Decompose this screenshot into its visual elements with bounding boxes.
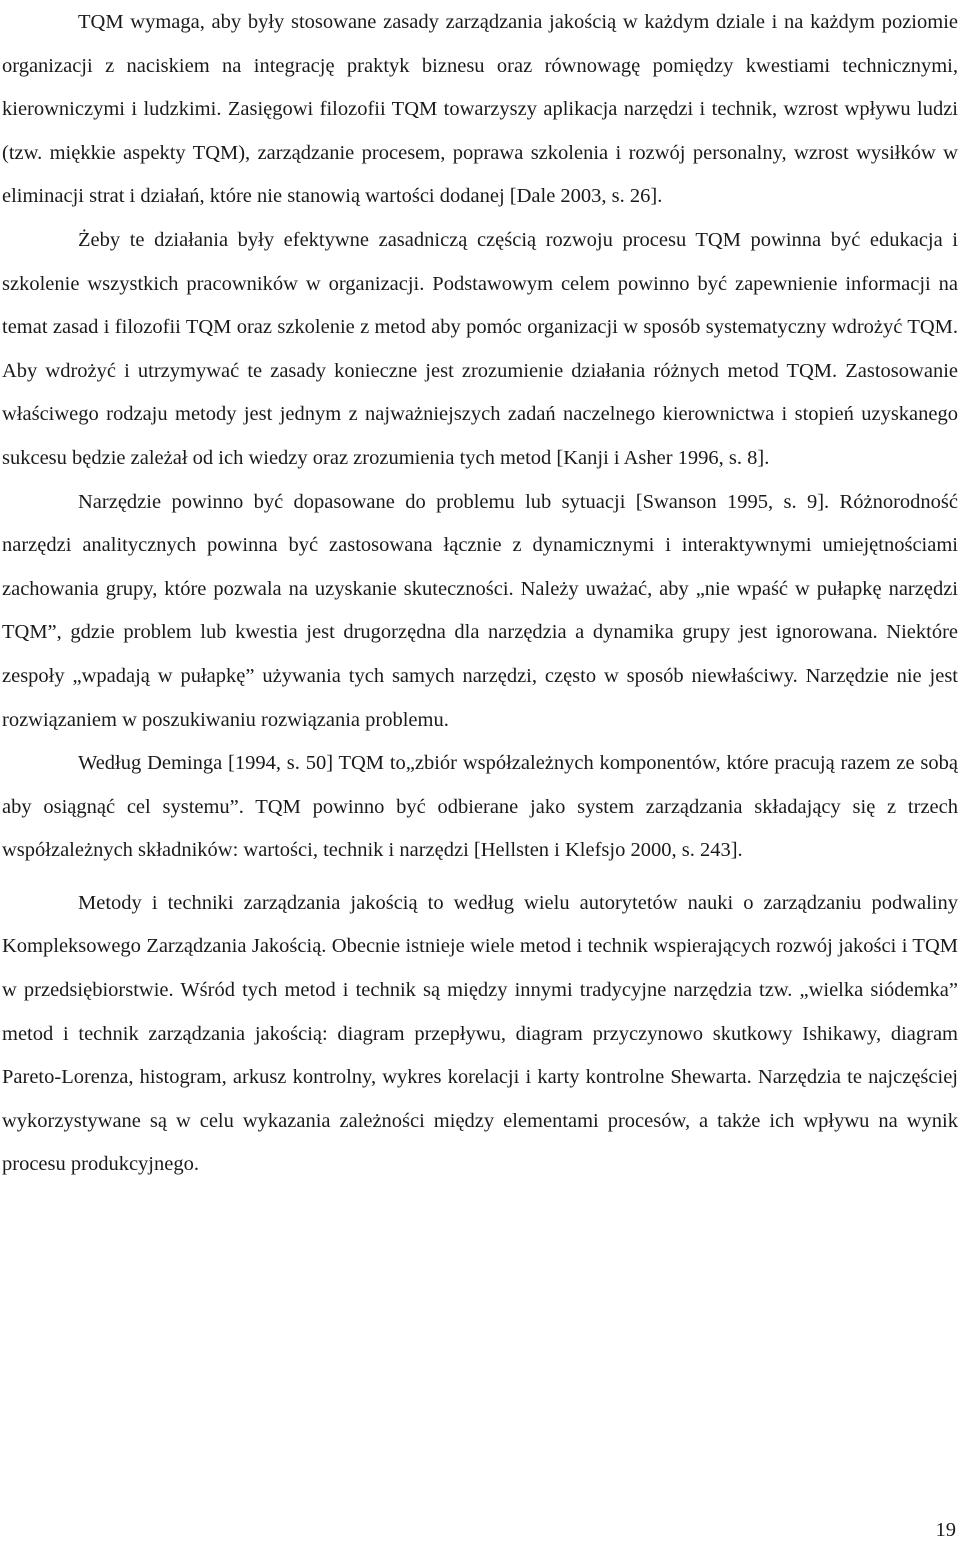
paragraph-education-training: Żeby te działania były efektywne zasadniczą częścią rozwoju procesu TQM powinna być edukacja i szkolenie wszystkich pracowników w organizacji. Podstawowym celem powinno być zapewnienie informacji na temat zasad i filozofii TQM oraz szkolenie z metod aby pomóc organizacji w sposób systematyczny wdrożyć TQM. Aby wdrożyć i utrzymywać te zasady konieczne jest zrozumienie działania różnych metod TQM. Zastosowanie właściwego rodzaju metody jest jednym z najważniejszych zadań naczelnego kierownictwa i stopień uzyskanego sukcesu będzie zależał od ich wiedzy oraz zrozumienia tych metod [Kanji i Asher 1996, s. 8]. xyxy=(2,228,958,469)
page-number: 19 xyxy=(935,1519,956,1541)
paragraph-tool-fit: Narzędzie powinno być dopasowane do problemu lub sytuacji [Swanson 1995, s. 9]. Różnorodność narzędzi analitycznych powinna być zastosowana łącznie z dynamicznymi i interaktywnymi umiejętnościami zachowania grupy, które pozwala na uzyskanie skuteczności. Należy uważać, aby „nie wpaść w pułapkę narzędzi TQM”, gdzie problem lub kwestia jest drugorzędna dla narzędzia a dynamika grupy jest ignorowana. Niektóre zespoły „wpadają w pułapkę” używania tych samych narzędzi, często w sposób niewłaściwy. Narzędzie nie jest rozwiązaniem w poszukiwaniu rozwiązania problemu. xyxy=(2,490,958,731)
paragraph-methods-techniques: Metody i techniki zarządzania jakością to według wielu autorytetów nauki o zarządzaniu podwaliny Kompleksowego Zarządzania Jakością. Obecnie istnieje wiele metod i technik wspierających rozwój jakości i TQM w przedsiębiorstwie. Wśród tych metod i technik są między innymi tradycyjne narzędzia tzw. „wielka siódemka” metod i technik zarządzania jakością: diagram przepływu, diagram przyczynowo skutkowy Ishikawy, diagram Pareto-Lorenza, histogram, arkusz kontrolny, wykres korelacji i karty kontrolne Shewarta. Narzędzia te najczęściej wykorzystywane są w celu wykazania zależności między elementami procesów, a także ich wpływu na wynik procesu produkcyjnego. xyxy=(2,891,958,1176)
body-text xyxy=(2,1,958,1187)
paragraph-tqm-principles: TQM wymaga, aby były stosowane zasady zarządzania jakością w każdym dziale i na każdym poziomie organizacji z naciskiem na integrację praktyk biznesu oraz równowagę pomiędzy kwestiami technicznymi, kierowniczymi i ludzkimi. Zasięgowi filozofii TQM towarzyszy aplikacja narzędzi i technik, wzrost wpływu ludzi (tzw. miękkie aspekty TQM), zarządzanie procesem, poprawa szkolenia i rozwój personalny, wzrost wysiłków w eliminacji strat i działań, które nie stanowią wartości dodanej [Dale 2003, s. 26]. xyxy=(2,11,958,208)
paragraph-deming-system: Według Deminga [1994, s. 50] TQM to„zbiór współzależnych komponentów, które pracują razem ze sobą aby osiągnąć cel systemu”. TQM powinno być odbierane jako system zarządzania składający się z trzech współzależnych składników: wartości, technik i narzędzi [Hellsten i Klefsjo 2000, s. 243]. xyxy=(2,752,958,862)
